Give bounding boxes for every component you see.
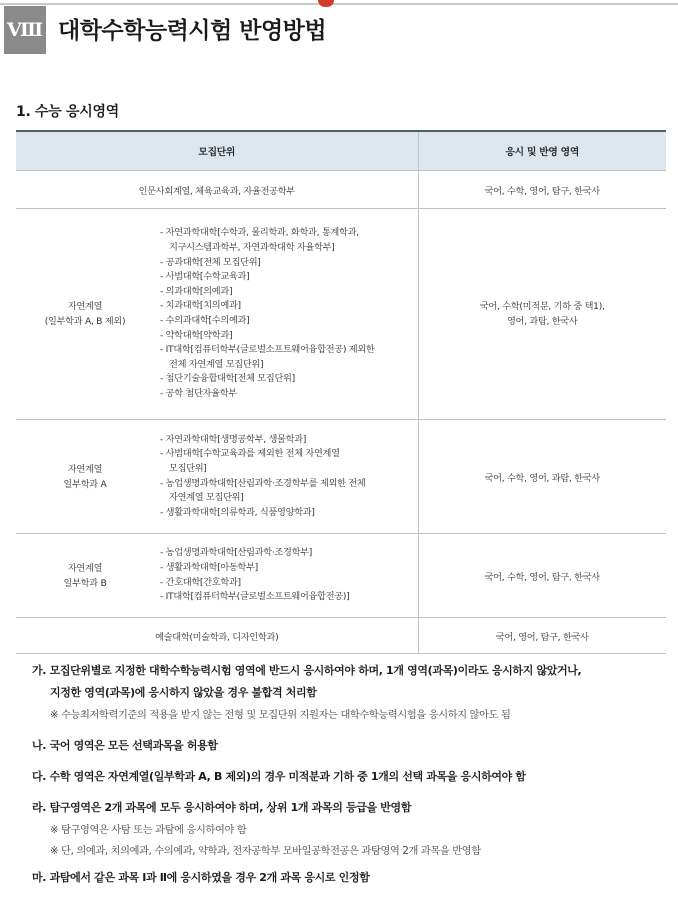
chapter-title: 대학수학능력시험 반영방법: [58, 18, 327, 44]
units-list-cell: [154, 534, 418, 618]
list-item: - 첨단기술융합대학[전체 모집단위]: [160, 373, 295, 385]
note-ga: 가. 모집단위별로 지정한 대학수학능력시험 영역에 반드시 응시하여야 하며, 1개 영역(과목)이라도 응시하지 않았거나,: [32, 664, 582, 677]
header-area: 응시 및 반영 영역: [418, 131, 666, 171]
list-item: - 사범대학[수학교육과를 제외한 전체 자연계열: [160, 448, 340, 460]
chapter-header: [4, 6, 678, 54]
list-item: 자연계열 모집단위]: [169, 492, 244, 504]
list-item: - 생활과학대학[의류학과, 식품영양학과]: [160, 506, 315, 518]
top-rule: [0, 3, 678, 5]
note-ga-sub: ※ 수능최저학력기준의 적용을 받지 않는 전형 및 모집단위 지원자는 대학수학능력시험을 응시하지 않아도 됨: [50, 710, 511, 721]
group-sublabel: (일부학과 A, B 제외): [44, 316, 126, 327]
area-cell: 국어, 수학, 영어, 과탐, 한국사: [418, 420, 666, 534]
list-item: - IT대학[컴퓨터학부(글로벌소프트웨어융합전공)]: [160, 591, 350, 603]
chapter-number-badge: Ⅷ: [4, 6, 46, 54]
area-cell: 국어, 수학, 영어, 탐구, 한국사: [418, 171, 666, 209]
table-row: [16, 171, 666, 209]
list-item: - 생활과학대학[아동학부]: [160, 561, 258, 573]
list-item: - 수의과대학[수의예과]: [160, 315, 250, 326]
group-label: 자연계열: [67, 562, 103, 574]
group-cell: [16, 420, 154, 534]
list-item: - 농업생명과학대학[산림과학·조경학부를 제외한 전체: [160, 477, 366, 489]
header-unit: 모집단위: [16, 131, 418, 171]
note-ra-sub1: ※ 탐구영역은 사탐 또는 과탐에 응시하여야 함: [50, 825, 247, 836]
note-ra: 라. 탐구영역은 2개 과목에 모두 응시하여야 하며, 상위 1개 과목의 등급을 반영함: [32, 801, 412, 814]
units-list: [154, 226, 418, 401]
note-ma: 마. 과탐에서 같은 과목 Ⅰ과 Ⅱ에 응시하였을 경우 2개 과목 응시로 인정함: [32, 871, 370, 884]
area-cell: 국어, 영어, 탐구, 한국사: [418, 618, 666, 654]
section-title: 1. 수능 응시영역: [16, 104, 119, 120]
table-row: [16, 534, 666, 618]
unit-cell: 예술대학(미술학과, 디자인학과): [16, 618, 418, 654]
list-item: - 농업생명과학대학[산림과학·조경학부]: [160, 547, 313, 559]
group-cell: [16, 209, 154, 420]
list-item: - 사범대학[수학교육과]: [160, 271, 250, 283]
table-header-row: [16, 131, 666, 171]
list-item: - IT대학[컴퓨터학부(글로벌소프트웨어융합전공) 제외한: [160, 344, 375, 356]
requirements-table: [16, 130, 666, 654]
group-label: 자연계열: [67, 301, 103, 312]
list-item: - 치과대학[치의예과]: [160, 300, 241, 312]
group-cell: [16, 534, 154, 618]
units-list-cell: [154, 209, 418, 420]
unit-cell: 인문사회계열, 체육교육과, 자율전공학부: [16, 171, 418, 209]
list-item: - 의과대학[의예과]: [160, 285, 233, 297]
table-row: [16, 420, 666, 534]
area-cell: [418, 209, 666, 420]
note-da: 다. 수학 영역은 자연계열(일부학과 A, B 제외)의 경우 미적분과 기하 중 1개의 선택 과목을 응시하여야 함: [32, 770, 526, 783]
list-item: - 자연과학대학[수학과, 물리학과, 화학과, 통계학과,: [160, 227, 359, 239]
table-row: [16, 209, 666, 420]
group-sublabel: 일부학과 A: [63, 478, 107, 490]
units-list: [154, 546, 418, 604]
note-ga-cont: 지정한 영역(과목)에 응시하지 않았을 경우 불합격 처리함: [50, 686, 317, 699]
list-item: 지구시스템과학부, 자연과학대학 자율학부]: [169, 242, 335, 254]
list-item: - 공과대학[전체 모집단위]: [160, 256, 261, 268]
list-item: - 간호대학[간호학과]: [160, 576, 241, 588]
table-row: [16, 618, 666, 654]
note-na: 나. 국어 영역은 모든 선택과목을 허용함: [32, 739, 218, 752]
units-list-cell: [154, 420, 418, 534]
list-item: - 자연과학대학[생명공학부, 생물학과]: [160, 433, 307, 445]
note-ra-sub2: ※ 단, 의예과, 치의예과, 수의예과, 약학과, 전자공학부 모바일공학전공은 과탐영역 2개 과목을 반영함: [50, 846, 481, 857]
area-cell: 국어, 수학, 영어, 탐구, 한국사: [418, 534, 666, 618]
area-line: 국어, 수학(미적분, 기하 중 택1),: [479, 301, 605, 312]
area-line: 영어, 과탐, 한국사: [506, 316, 578, 327]
group-sublabel: 일부학과 B: [63, 577, 107, 589]
list-item: - 공학 첨단자율학부: [160, 387, 237, 399]
units-list: [154, 433, 418, 521]
list-item: - 약학대학[약학과]: [160, 329, 233, 341]
list-item: 전체 자연계열 모집단위]: [169, 358, 264, 370]
list-item: 모집단위]: [169, 462, 207, 474]
group-label: 자연계열: [67, 463, 103, 475]
